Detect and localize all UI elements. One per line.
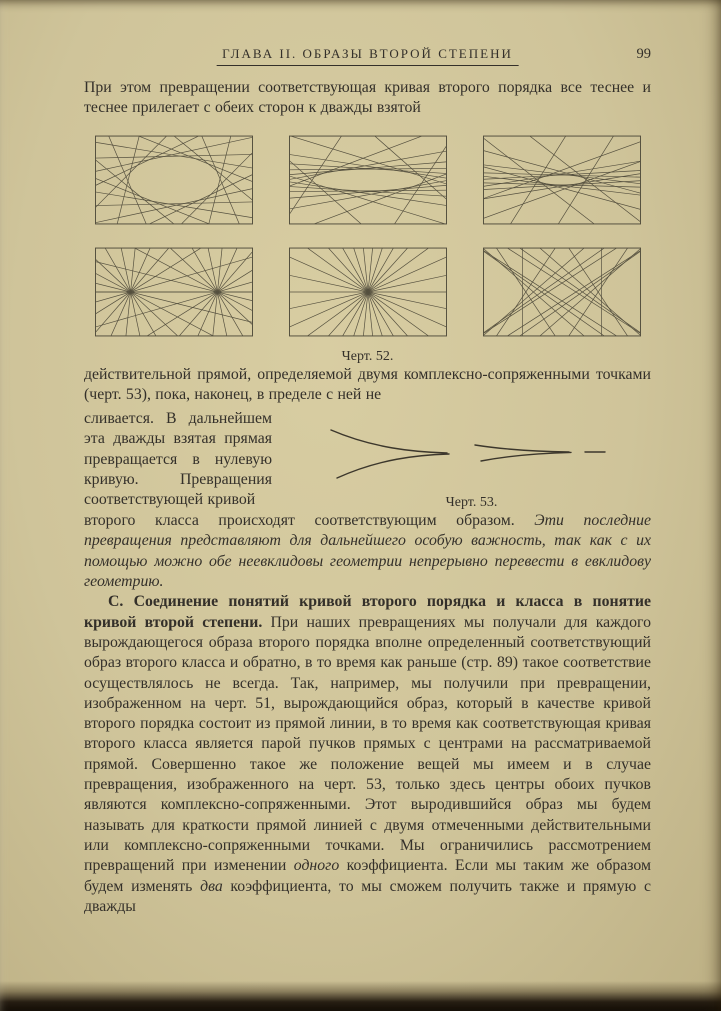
figure-53-drawing (327, 423, 617, 485)
converging-curves-right (475, 445, 605, 461)
fig52-panel-single-pencil-star (289, 247, 447, 337)
figure-52 (84, 135, 651, 365)
figure-52-caption: Черт. 52. (341, 348, 394, 364)
text-wrap-row (84, 409, 651, 511)
page-number: 99 (636, 46, 651, 62)
paragraph-c (84, 592, 651, 917)
paragraph-2-normal: второго класса происходят соответствующим образом. (84, 512, 535, 530)
paragraph-2-italic: Эти последние превращения представляют для дальнейшего особую важность, так как с их помощью можно обе неевклидовы геометрии непрерывно перевести в евклидову геометрию. (84, 512, 651, 591)
paragraph-1: действительной прямой, определяемой двумя комплексно-сопряженными точками (черт. 53), пока, наконец, в пределе с ней не (84, 365, 651, 403)
paragraph-2 (84, 511, 651, 592)
fig52-panel-narrow-ellipse-envelope (483, 135, 641, 225)
fig52-panel-two-pencils-on-line (95, 247, 253, 337)
figure-53-caption: Черт. 53. (445, 495, 498, 511)
paragraph-c-text-3: коэффициента, то мы сможем получить также и прямую с дважды (84, 877, 651, 915)
paragraph-c-text-1: При наших превращениях мы получали для каждого вырождающегося образа второго порядка вполне определенный соответствующий образ второго класса и обратно, в то время как раньше (стр. 89) такое соответствие осуществлялось не всегда. Так, например, мы получили при превращении, изображенном на черт. 51, вырождающийся образ, который в качестве кривой второго порядка состоит из прямой линии, в то время как соответствующая кривая второго класса является парой пучков прямых с центрами на рассматриваемой прямой. Совершенно такое же положение вещей мы имеем и в случае превращения, изображенного на черт. 53, только здесь центры обоих пучков являются комплексно-сопряженными. Этот выродившийся образ мы будем называть для краткости прямой линией с двумя отмеченными действительными или комплексно-сопряженными точками. Мы ограничились рассмотрением превращений при изменении (84, 613, 651, 875)
fig52-panel-ellipse-envelope (95, 135, 253, 225)
fig52-panel-flat-ellipse-envelope (289, 135, 447, 225)
paragraph-wrapped: сливается. В дальнейшем эта дважды взятая прямая превращается в нулевую кривую. Превращения соответствующей кривой (84, 410, 272, 509)
running-head (84, 46, 651, 66)
figure-53 (292, 409, 651, 511)
paragraph-c-lead: C. Соединение понятий кривой второго порядка и класса в понятие кривой второй степени. (84, 593, 651, 631)
figure-52-grid (84, 135, 651, 337)
paragraph-c-italic-2: два (200, 877, 223, 895)
paragraph-c-italic-1: одного (293, 857, 340, 875)
converging-curves-left (331, 430, 449, 478)
fig52-panel-hyperbola-envelope (483, 247, 641, 337)
scan-edge-shadow (0, 981, 721, 1011)
paragraph-c-text-2: коэффициента. Если мы таким же образом будем изменять (84, 857, 652, 895)
chapter-header: ГЛАВА II. ОБРАЗЫ ВТОРОЙ СТЕПЕНИ (216, 46, 519, 66)
text-block (84, 46, 651, 917)
paragraph-intro: При этом превращении соответствующая кривая второго порядка все теснее и теснее прилегает с обеих сторон к дважды взятой (84, 79, 651, 117)
